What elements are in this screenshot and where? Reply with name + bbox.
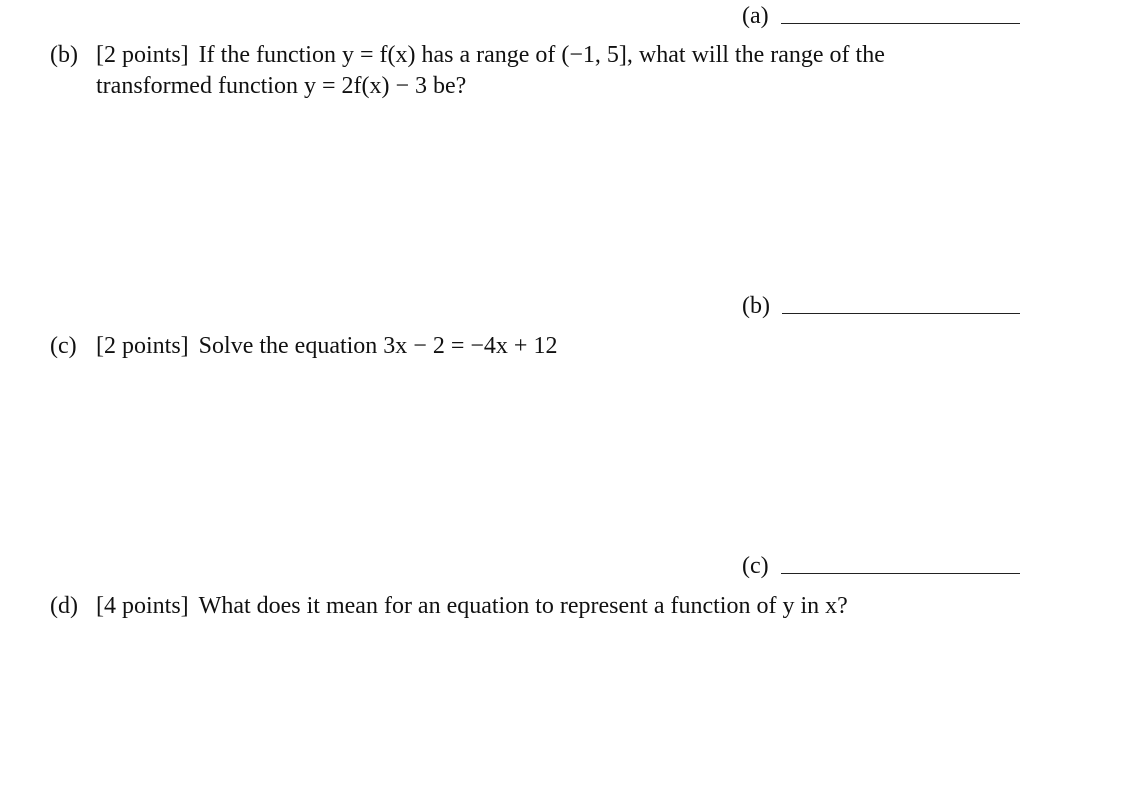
answer-blank-b[interactable] [782, 313, 1020, 314]
answer-line-b [742, 290, 1020, 322]
question-b-text-line1: If the function y = f(x) has a range of (−1, 5], what will the range of the [198, 42, 885, 68]
question-b-label: (b) [50, 42, 78, 68]
question-c-text: Solve the equation 3x − 2 = −4x + 12 [198, 333, 558, 359]
answer-label-b: (b) [742, 292, 770, 319]
answer-label-a: (a) [742, 2, 769, 29]
answer-blank-a[interactable] [781, 23, 1020, 24]
answer-line-c [742, 550, 1020, 582]
question-c-label: (c) [50, 333, 77, 359]
question-d-text: What does it mean for an equation to represent a function of y in x? [198, 593, 848, 619]
question-c-points: [2 points] [96, 333, 189, 359]
question-d [50, 591, 1030, 622]
question-c [50, 331, 1030, 362]
answer-line-a [742, 0, 1020, 32]
question-d-label: (d) [50, 593, 78, 619]
question-d-points: [4 points] [96, 593, 189, 619]
question-b-text-line2: transformed function y = 2f(x) − 3 be? [96, 73, 467, 100]
answer-blank-c[interactable] [781, 573, 1020, 574]
question-b [50, 40, 1030, 102]
question-b-points: [2 points] [96, 42, 189, 68]
answer-label-c: (c) [742, 552, 769, 579]
